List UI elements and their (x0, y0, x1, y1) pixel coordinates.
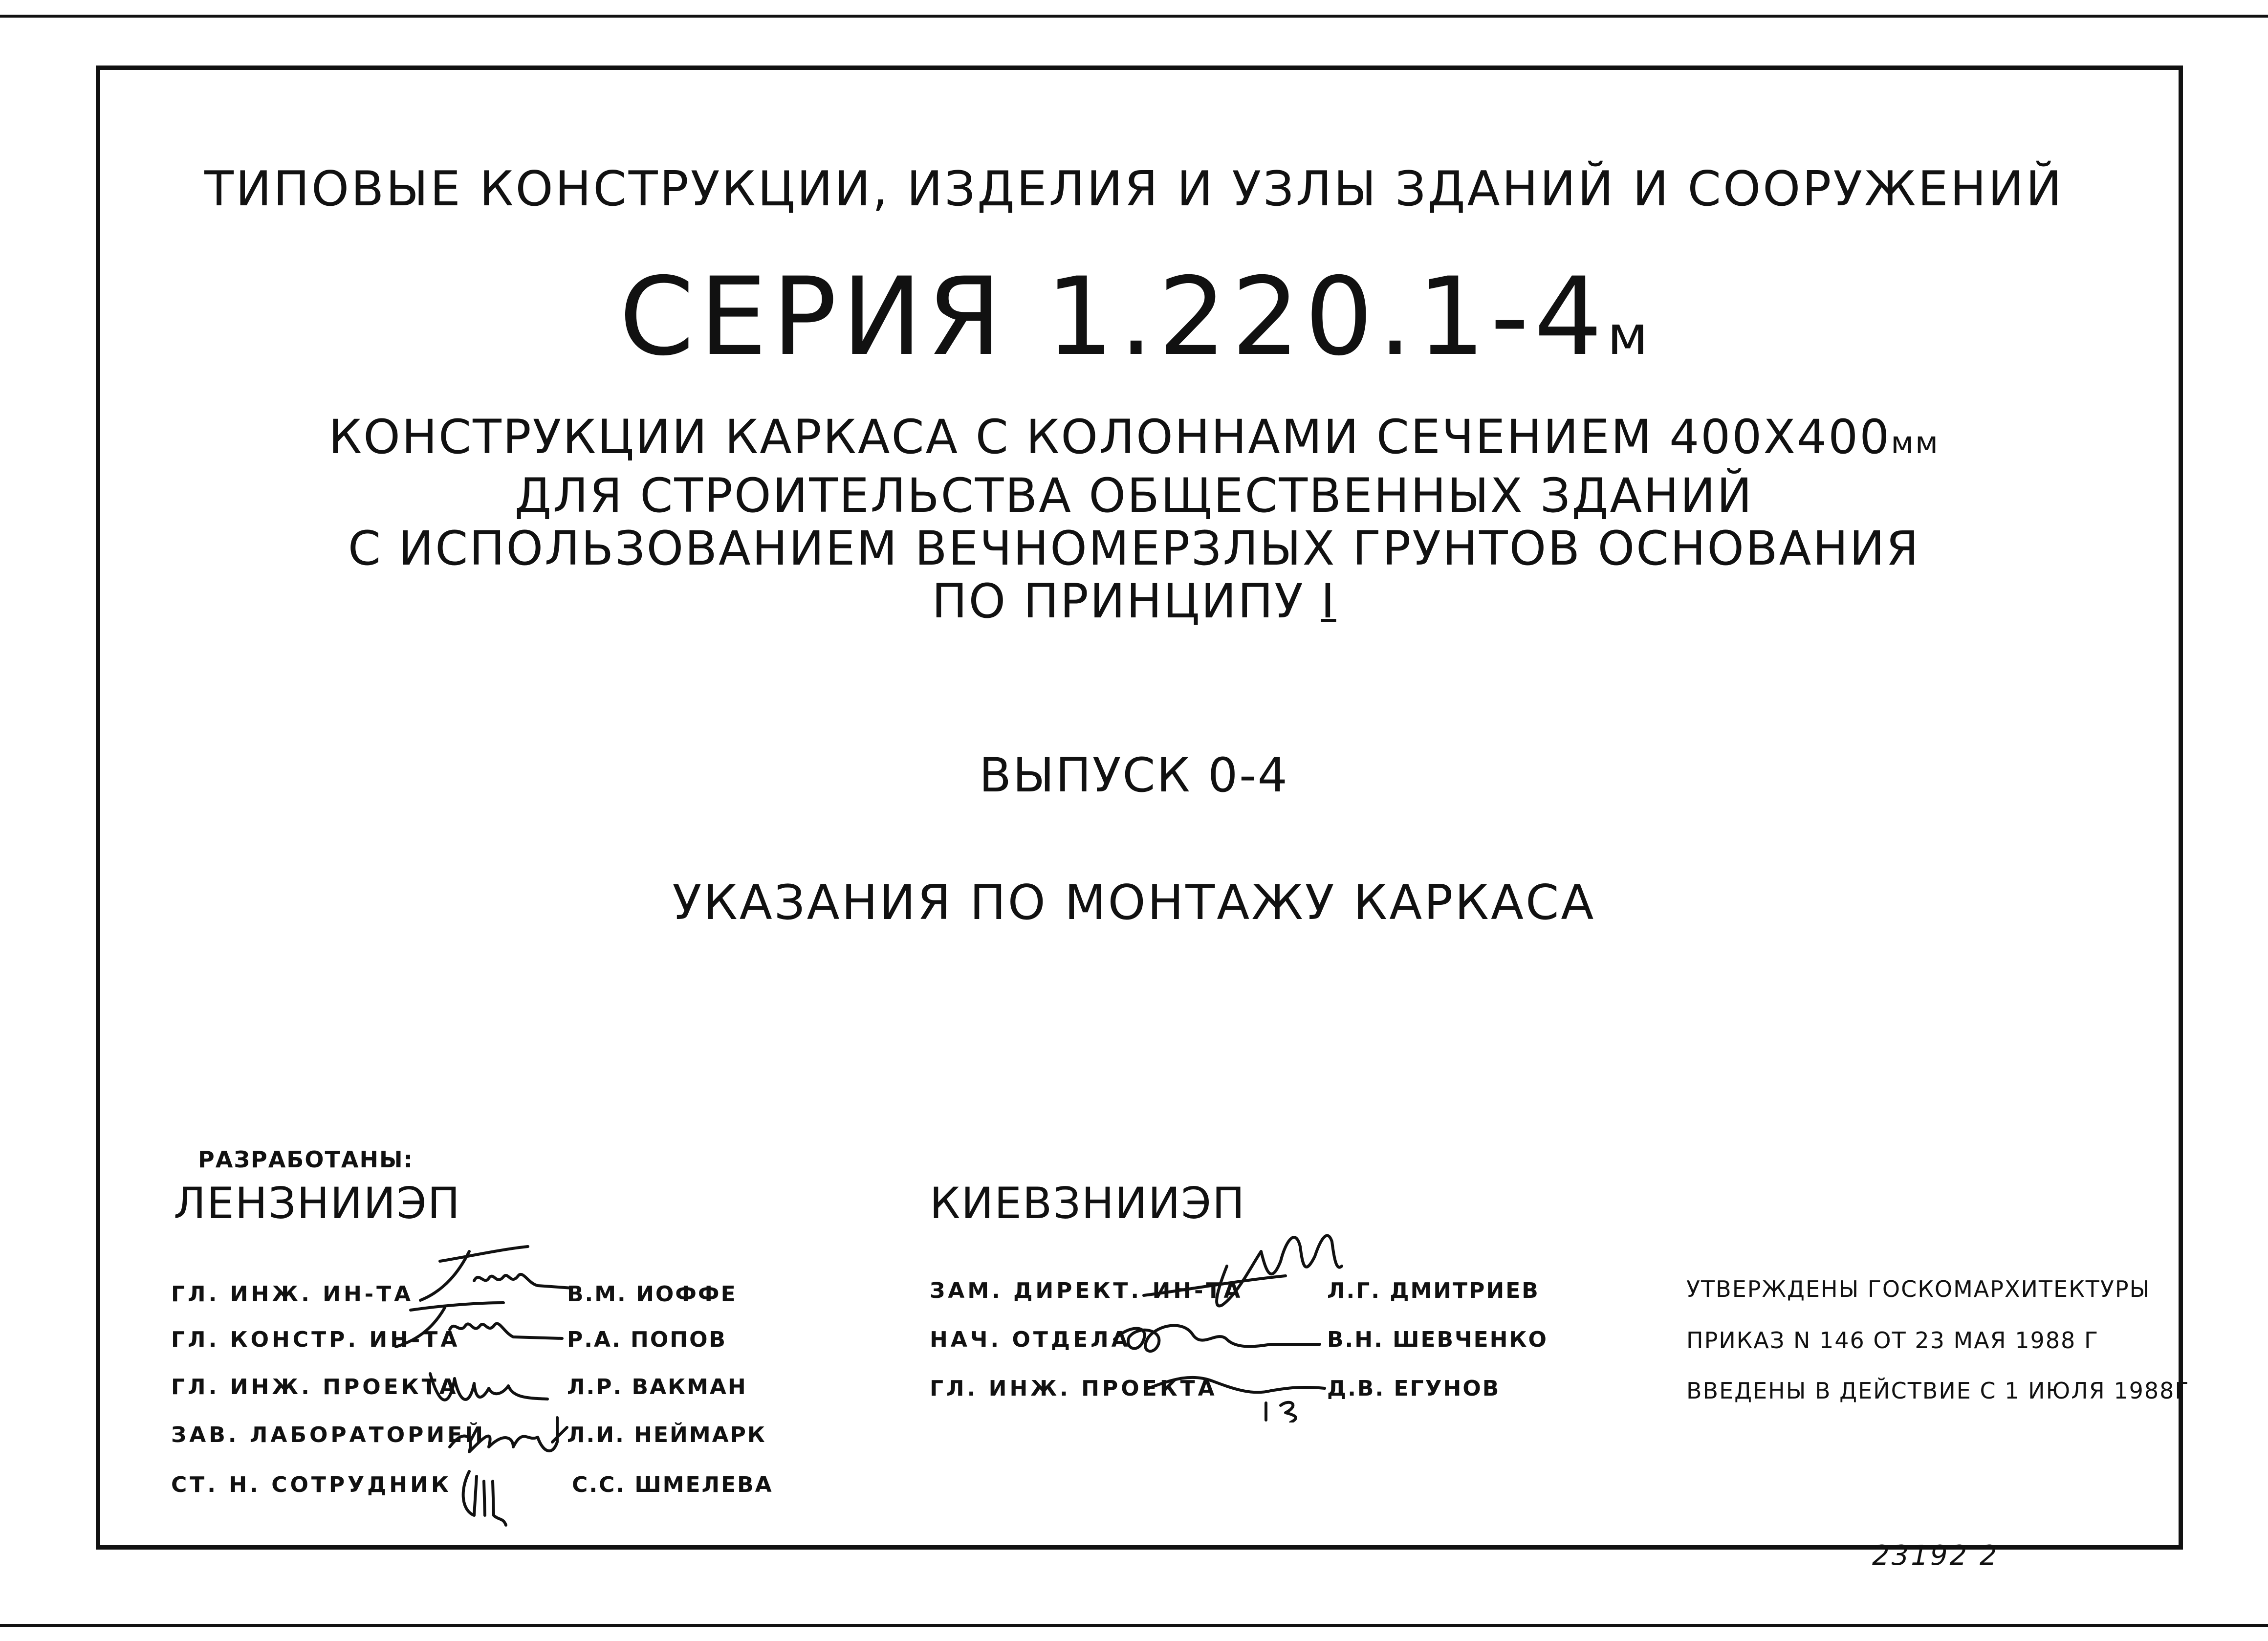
signatory-name: Л.И. НЕЙМАРК (567, 1422, 766, 1447)
signatory-name: Д.В. ЕГУНОВ (1327, 1376, 1501, 1401)
handwritten-signature (440, 1408, 572, 1466)
signatory-name: С.С. ШМЕЛЕВА (572, 1472, 773, 1497)
signatory-position: ГЛ. ИНЖ. ПРОЕКТА (930, 1376, 1218, 1401)
signatory-position: ГЛ. ИНЖ. ИН-ТА (171, 1282, 414, 1307)
sheet-edge-top (0, 15, 2268, 18)
issue-subject: УКАЗАНИЯ ПО МОНТАЖУ КАРКАСА (672, 875, 1596, 931)
signatory-position: СТ. Н. СОТРУДНИК (171, 1472, 452, 1497)
sheet-edge-bottom (0, 1624, 2268, 1627)
signatory-name: В.М. ИОФФЕ (567, 1282, 737, 1307)
description-line-3: С ИСПОЛЬЗОВАНИЕМ ВЕЧНОМЕРЗЛЫХ ГРУНТОВ ОСНОВАНИЯ (348, 521, 1920, 576)
description-line-2: ДЛЯ СТРОИТЕЛЬСТВА ОБЩЕСТВЕННЫХ ЗДАНИЙ (514, 468, 1754, 523)
sheet-number: 23192 2 (1872, 1540, 1999, 1572)
issue-number: ВЫПУСК 0-4 (979, 748, 1289, 803)
unit-mm: мм (1891, 425, 1940, 460)
description-line-4: ПО ПРИНЦИПУ I (932, 574, 1336, 629)
principle-numeral: I (1321, 574, 1336, 629)
approval-line-3: ВВЕДЕНЫ В ДЕЙСТВИЕ С 1 ИЮЛЯ 1988Г (1686, 1378, 2190, 1404)
handwritten-signature (391, 1300, 567, 1354)
signatory-name: В.Н. ШЕВЧЕНКО (1327, 1327, 1548, 1352)
series-title (0, 254, 2268, 379)
description-line-1: КОНСТРУКЦИИ КАРКАСА С КОЛОННАМИ СЕЧЕНИЕМ 400Х400мм (328, 410, 1940, 464)
category-heading: ТИПОВЫЕ КОНСТРУКЦИИ, ИЗДЕЛИЯ И УЗЛЫ ЗДАНИЙ И СООРУЖЕНИЙ (204, 161, 2064, 217)
series-suffix: м (1607, 304, 1649, 367)
signatory-position: ГЛ. ИНЖ. ПРОЕКТА (171, 1375, 459, 1400)
org-lenzniiep: ЛЕНЗНИИЭП (174, 1178, 461, 1228)
handwritten-signature (1110, 1310, 1325, 1364)
handwritten-signature (455, 1462, 513, 1530)
approval-line-1: УТВЕРЖДЕНЫ ГОСКОМАРХИТЕКТУРЫ (1686, 1276, 2151, 1302)
developed-label: РАЗРАБОТАНЫ: (198, 1146, 414, 1173)
signatory-name: Л.Г. ДМИТРИЕВ (1327, 1278, 1540, 1303)
signatory-position: НАЧ. ОТДЕЛА (930, 1327, 1131, 1352)
org-kievzniiep: КИЕВЗНИИЭП (930, 1178, 1246, 1228)
approval-line-2: ПРИКАЗ N 146 ОТ 23 МАЯ 1988 Г (1686, 1327, 2099, 1354)
series-description (0, 411, 2268, 628)
handwritten-signature (1144, 1369, 1330, 1422)
signatory-position: ЗАВ. ЛАБОРАТОРИЕЙ (171, 1422, 486, 1447)
signatory-position: ГЛ. КОНСТР. ИН-ТА (171, 1327, 460, 1352)
series-number: СЕРИЯ 1.220.1-4 (619, 254, 1608, 379)
signatory-position: ЗАМ. ДИРЕКТ. ИН-ТА (930, 1278, 1243, 1303)
signatory-name: Л.Р. ВАКМАН (567, 1375, 747, 1400)
signatory-name: Р.А. ПОПОВ (567, 1327, 727, 1352)
handwritten-signature (1139, 1207, 1344, 1315)
